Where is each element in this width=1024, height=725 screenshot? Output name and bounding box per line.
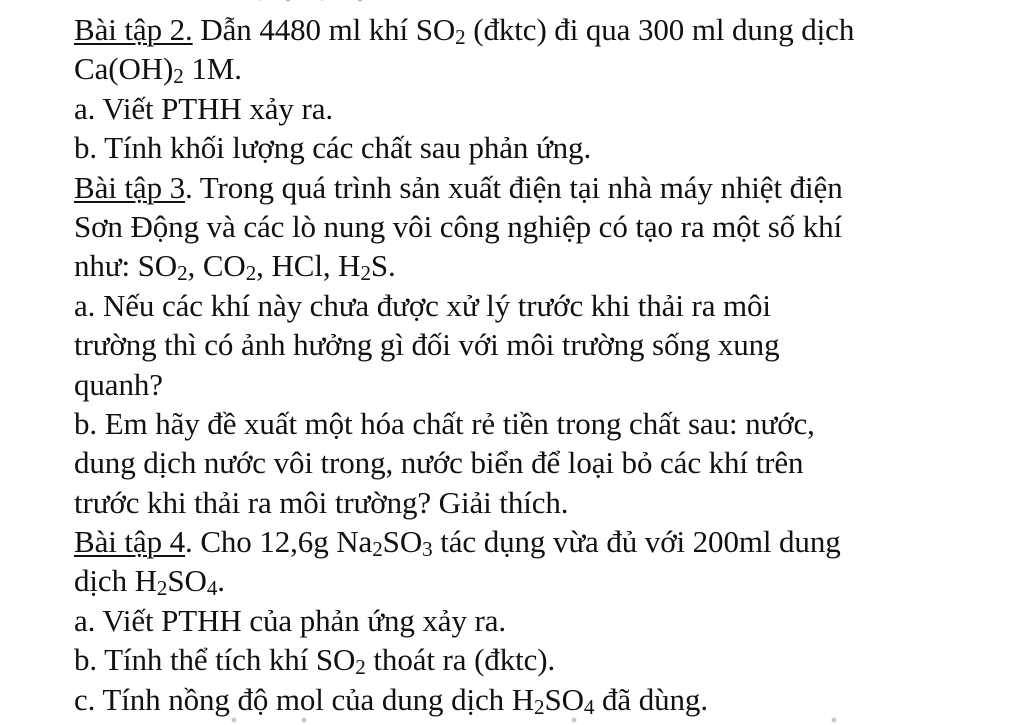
- subscript: 2: [245, 261, 257, 286]
- exercise-4: [74, 522, 974, 719]
- subscript: 4: [206, 576, 218, 601]
- question-text: thoát ra (đktc).: [365, 642, 556, 678]
- exercise-3-text: . Trong quá trình sản xuất điện tại nhà máy nhiệt điện: [185, 169, 843, 205]
- exercise-3: [74, 168, 974, 523]
- exercise-4-line-2: [74, 561, 974, 600]
- cropped-text-fragment-bottom: [74, 717, 954, 723]
- exercise-3-heading: Bài tập 3: [74, 169, 186, 205]
- formula-text: 1M.: [183, 51, 242, 87]
- cropped-text-fragment-top: [250, 0, 390, 2]
- gas-list-text: , HCl, H: [256, 248, 361, 284]
- exercise-3-item-b-line-3: trước khi thải ra môi trường? Giải thích.: [74, 484, 569, 520]
- exercise-4-item-a: a. Viết PTHH của phản ứng xảy ra.: [74, 602, 507, 638]
- exercise-4-item-b: [74, 640, 974, 679]
- subscript: 3: [422, 536, 433, 561]
- formula-text: dịch H: [74, 563, 157, 599]
- exercise-4-item-c: [74, 680, 974, 719]
- subscript: 4: [583, 694, 595, 719]
- formula-text: .: [217, 563, 225, 599]
- subscript: 2: [360, 261, 371, 286]
- gas-list-text: , CO: [187, 248, 246, 284]
- subscript: 2: [455, 24, 466, 49]
- subscript: 2: [372, 536, 383, 561]
- exercise-2-line-1: [74, 10, 974, 49]
- subscript: 2: [173, 64, 184, 89]
- exercise-4-line-1: [74, 522, 974, 561]
- exercise-2-line-2: [74, 49, 974, 88]
- question-text: đã dùng.: [594, 681, 708, 717]
- formula-text: SO: [167, 563, 207, 599]
- exercise-3-line-2: Sơn Động và các lò nung vôi công nghiệp có tạo ra một số khí: [74, 208, 843, 244]
- gas-list-text: S.: [370, 248, 396, 284]
- question-text: b. Tính thể tích khí SO: [74, 642, 356, 678]
- subscript: 2: [156, 576, 168, 601]
- subscript: 2: [177, 261, 188, 286]
- exercise-3-line-3: [74, 246, 974, 285]
- exercise-2-text: (đktc) đi qua 300 ml dung dịch: [465, 12, 855, 47]
- exercise-3-item-a-line-3: quanh?: [74, 366, 163, 402]
- exercise-4-text: SO: [382, 524, 423, 560]
- exercise-3-item-a-line-1: a. Nếu các khí này chưa được xử lý trước khi thải ra môi: [74, 287, 771, 323]
- subscript: 2: [534, 694, 545, 719]
- question-text: SO: [544, 681, 584, 717]
- question-text: c. Tính nồng độ mol của dung dịch H: [74, 681, 535, 717]
- exercise-3-item-a-line-2: trường thì có ảnh hưởng gì đối với môi trường sống xung: [74, 327, 780, 363]
- exercise-4-heading: Bài tập 4: [74, 524, 186, 560]
- subscript: 2: [355, 655, 366, 680]
- exercise-4-text: tác dụng vừa đủ với 200ml dung: [432, 524, 841, 560]
- exercise-4-text: . Cho 12,6g Na: [185, 524, 373, 560]
- exercise-2-item-b: b. Tính khối lượng các chất sau phản ứng.: [74, 130, 592, 166]
- exercise-2-heading: Bài tập 2.: [74, 12, 193, 47]
- exercise-3-item-b-line-1: b. Em hãy đề xuất một hóa chất rẻ tiền trong chất sau: nước,: [74, 405, 815, 441]
- exercise-2-item-a: a. Viết PTHH xảy ra.: [74, 90, 334, 126]
- exercise-3-line-1: [74, 168, 974, 207]
- gas-list-text: như: SO: [74, 248, 178, 284]
- exercise-document: [74, 10, 974, 719]
- exercise-3-item-b-line-2: dung dịch nước vôi trong, nước biển để loại bỏ các khí trên: [74, 445, 804, 481]
- exercise-2: [74, 10, 974, 168]
- formula-text: Ca(OH): [74, 51, 174, 87]
- exercise-2-text: Dẫn 4480 ml khí SO: [192, 12, 456, 47]
